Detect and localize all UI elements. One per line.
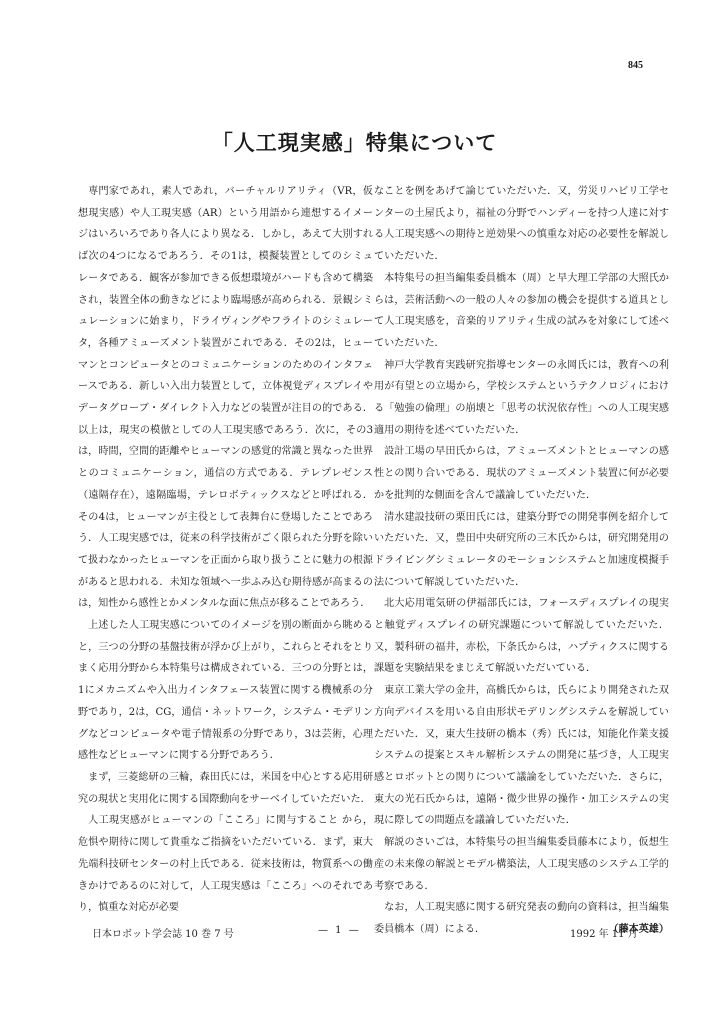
paragraph: 東京工業大学の金井，高橋氏からは，氏らにより開発された双方向デバイスを用いる自由形状モデリングシステムを解説していただいた．又，東大生技研の橋本（秀）氏には，知能化作業支援システムの提案とスキル解析システムの開発に基づき，人工現実感とロボットとの関りについて議論をしていただいた．さらに，東大の光石氏からは，遠隔・微少世界の操作・加工システムの実現に際しての問題点を議論していただいた．	[374, 685, 669, 827]
paragraph-continued: なことを例をあげて論じていただいた．又，労災リハビリ工学センターの土屋氏より，福祉の分野でハンディーを持つ人達に対する人工現実感への期待と逆効果への慎重な対応の必要性を解説していただいた．	[374, 186, 669, 263]
left-column	[78, 181, 373, 919]
footer-page-number: — 1 —	[318, 925, 361, 936]
paragraph: 清水建設技研の栗田氏には，建築分野での開発事例を紹介していただいた．又，豊田中央研究所の三木氏からは，研究開発用のドライビングシミュレータのモーションシステムと加速度模擬手法について解説していただいた．	[374, 511, 669, 588]
author-signature: （藤本英雄）	[608, 923, 669, 935]
paragraph: 本特集号の担当編集委員橋本（周）と早大理工学部の大照氏からは，芸術活動への一般の人々の参加の機会を提供する道具として人工現実感を，音楽的リアリティ生成の試みを対象にして述べていただいた．	[374, 272, 669, 349]
paragraph: まず，三菱総研の三輪，森田氏には，米国を中心とする応用研究の現状と実用化に関する国際動向をサーベイしていただいた．	[78, 771, 373, 805]
footer-date: 1992 年 11 月	[570, 929, 638, 940]
page-number: 845	[628, 60, 643, 71]
paragraph: 上述した人工現実感についてのイメージを別の断面から眺めると，三つの分野の基盤技術が浮かび上がり，これらとそれをとりまく応用分野から本特集号は構成されている．三つの分野とは，1にメカニズムや入出力インタフェース装置に関する機械系の分野であり，2は，CG，通信・ネットワーク，システム・モデリングなどコンピュータや電子情報系の分野であり，3は芸術，心理感性などヒューマンに関する分野であろう．	[78, 620, 373, 762]
paragraph: 解説のさいごは，本特集号の担当編集委員藤本により，仮想生産の未来像の解説とモデル構築法，人工現実感のシステム工学的考察である．	[374, 837, 669, 892]
article-title: 「人工現実感」特集について	[211, 131, 498, 155]
paragraph: 人工現実感がヒューマンの「こころ」に関与すること から，危惧や期待に関して貴重なご指摘をいただいている．まず，東大先端科技研センターの村上氏である．従来技術は，物質系への働きかけであるのに対して，人工現実感は「こころ」へのそれであり，慎重な対応が必要	[78, 815, 373, 914]
paragraph: 神戸大学教育実践研究指導センターの永岡氏には，教育への利用が有望との立場から，学校システムというテクノロジィにおける「勉強の倫理」の崩壊と「思考の状況依存性」への人工現実感適用の期待を述べていただいた．	[374, 359, 669, 436]
footer-journal: 日本ロボット学会誌 10 巻 7 号	[92, 929, 234, 940]
paragraph-text: なお，人工現実感に関する研究発表の動向の資料は，担当編集委員橋本（周）による．	[374, 902, 669, 935]
paragraph: 北大応用電気研の伊福部氏には，フォースディスプレイの現実と触覚ディスプレイの研究課題について解説していただいた．又，製科研の福井，赤松，下条氏からは，ハプティクスに関する課題を実験結果をまじえて解説いただいている．	[374, 598, 669, 675]
paragraph: 設計工場の早田氏からは，アミューズメントとヒューマンの感性との関り合いである．現状のアミューズメント装置に何が必要かを批判的な側面を含んで議論していただいた．	[374, 446, 669, 501]
paragraph: 専門家であれ，素人であれ，バーチャルリアリティ（VR，仮想現実感）や人工現実感（AR）という用語から連想するイメージはいろいろであり各人により異なる．しかし，あえて大別すれば次の4つになるであろう．その1は，模擬装置としてのシミュレータである．観客が参加できる仮想環境がハードも含めて構築され，装置全体の動きなどにより臨場感が高められる．景観シミュレーションに始まり，ドライヴィングやフライトのシミュレータ，各種アミューズメント装置がこれである．その2は，ヒューマンとコンピュータとのコミュニケーションのためのインタフェースである．新しい入出力装置として，立体視覚ディスプレイやデータグローブ・ダイレクト入力などの装置が注目の的である．以上は，現実の模倣としての人工現実感であろう．次に，その3は，時間，空間的距離やヒューマンの感覚的常識と異なった世界とのコミュニケーション，通信の方式である．テレプレゼンス（遠隔存在），遠隔臨場，テレロボティックスなどと呼ばれる．その4は，ヒューマンが主役として表舞台に登場したことであろう．人工現実感では，従来の科学技術がごく限られた分野を除いて扱わなかったヒューマンを正面から取り扱うことに魅力の根源があると思われる．未知な領域へ一歩ふみ込む期待感が高まるのは，知性から感性とかメンタルな面に焦点が移ることであろう．	[78, 186, 373, 610]
right-column	[374, 181, 669, 941]
